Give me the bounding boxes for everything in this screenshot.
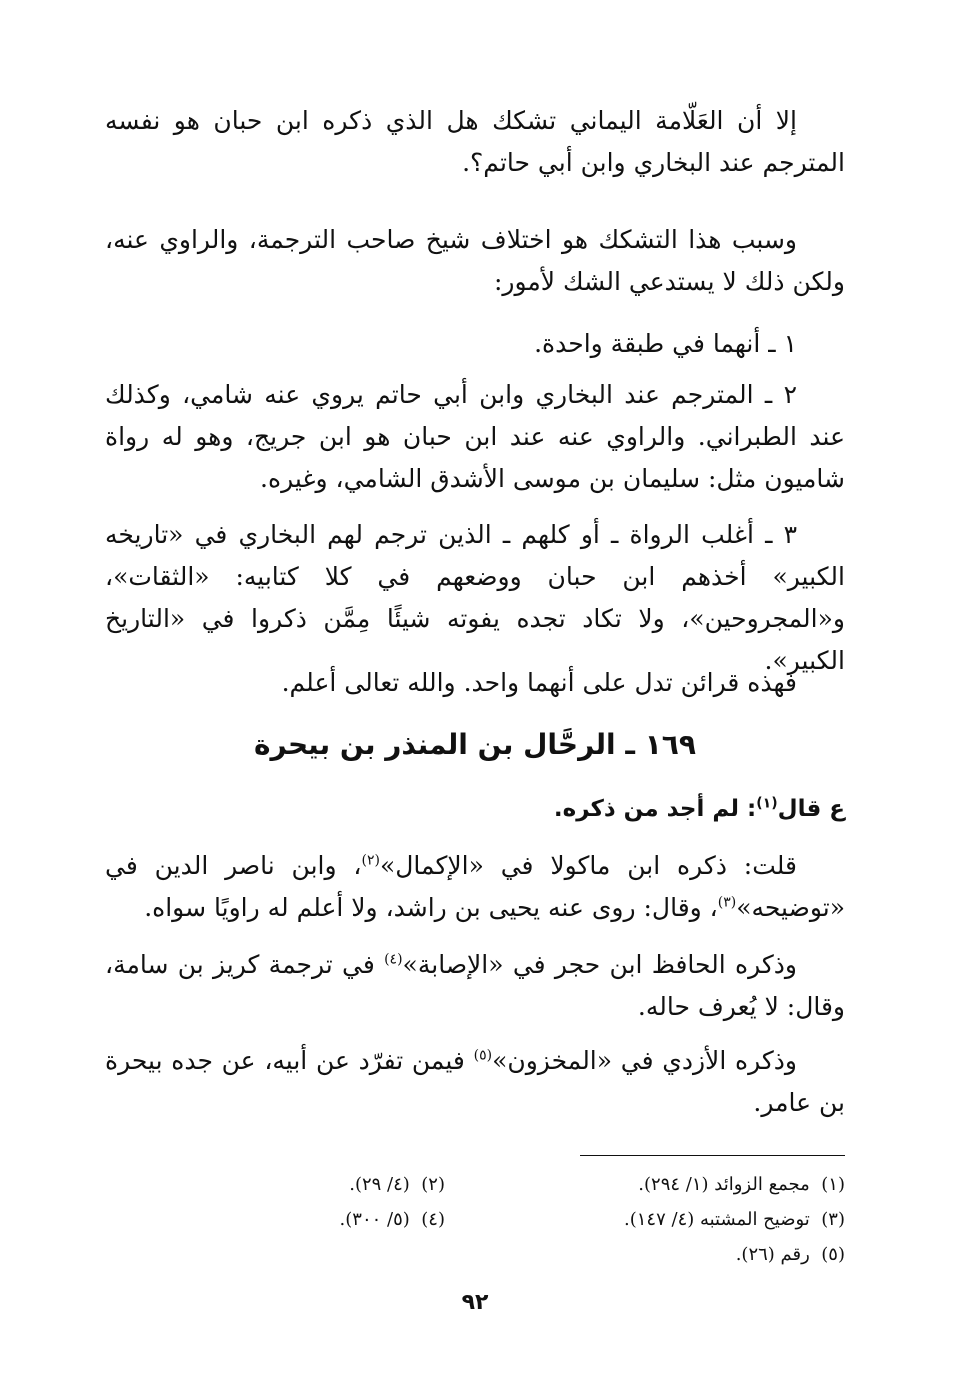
footnote-number: (١) (821, 1174, 845, 1195)
quote-text: : لم أجد من ذكره. (553, 796, 757, 822)
footnote-ref: (٢) (361, 852, 380, 869)
quote-prefix: ع قال (777, 796, 845, 822)
footnote-number: (٢) (421, 1174, 445, 1195)
text-run: وذكره الأزدي في «المخزون» (492, 1046, 797, 1075)
page (105, 0, 845, 1399)
paragraph-2: وسبب هذا التشكك هو اختلاف شيخ صاحب الترجمة، والراوي عنه، ولكن ذلك لا يستدعي الشك لأمور: (105, 225, 845, 296)
text-run: ، وابن ناصر الدين في «توضيحه» (105, 851, 845, 922)
footnote-5 (736, 1240, 845, 1270)
footnote-number: (٥) (821, 1244, 845, 1265)
text-run: في ترجمة كريز بن سامة، وقال: لا يُعرف حاله. (105, 950, 845, 1021)
paragraph-7 (105, 845, 845, 929)
page-number: ٩٢ (461, 1290, 489, 1315)
footnote-3 (624, 1205, 845, 1235)
footnote-ref: (٣) (717, 894, 737, 911)
paragraph-6: فهذه قرائن تدل على أنهما واحد. والله تعالى أعلم. (281, 668, 797, 697)
footnote-text: (٤/ ٢٩). (349, 1174, 410, 1195)
text-run: وذكره الحافظ ابن حجر في «الإصابة» (402, 950, 798, 979)
footnote-2 (349, 1170, 445, 1200)
footnote-text: توضيح المشتبه (٤/ ١٤٧). (624, 1209, 810, 1230)
footnote-number: (٣) (821, 1209, 845, 1230)
paragraph-5: ٣ ـ أغلب الرواة ـ أو كلهم ـ الذين ترجم لهم البخاري في «تاريخه الكبير» أخذهم ابن حبان ووضعهم في كلا كتابيه: «الثقات»، و«المجروحين»، ولا تكاد تجده يفوته شيئًا مِمَّن ذكروا في «التاريخ الكبير». (105, 520, 845, 675)
footnote-1 (638, 1170, 845, 1200)
quote-line (554, 796, 845, 822)
text-run: فيمن تفرّد عن أبيه، عن جده بيحرة بن عامر. (105, 1046, 845, 1117)
footnote-text: رقم (٢٦). (735, 1244, 810, 1265)
footnote-ref: (٤) (384, 951, 403, 968)
footnote-text: (٥/ ٣٠٠). (339, 1209, 410, 1230)
text-run: قلت: ذكره ابن ماكولا في «الإكمال» (379, 851, 797, 880)
footnote-ref: (١) (756, 795, 778, 812)
paragraph-1: إلا أن العَلّامة اليماني تشكك هل الذي ذكره ابن حبان هو نفسه المترجم عند البخاري وابن أبي حاتم؟. (105, 106, 845, 177)
footnote-4 (340, 1205, 445, 1235)
entry-heading: ١٦٩ ـ الرحَّال بن المنذر بن بيحرة (254, 728, 696, 761)
footnote-number: (٤) (421, 1209, 445, 1230)
paragraph-3: ١ ـ أنهما في طبقة واحدة. (534, 329, 797, 358)
text-run: ، وقال: روى عنه يحيى بن راشد، ولا أعلم له راويًا سواه. (144, 893, 718, 922)
paragraph-9 (105, 1040, 845, 1124)
footnote-text: مجمع الزوائد (١/ ٢٩٤). (638, 1174, 810, 1195)
paragraph-4: ٢ ـ المترجم عند البخاري وابن أبي حاتم يروي عنه شامي، وكذلك عند الطبراني. والراوي عنه عند ابن حبان هو ابن جريج، وهو له رواة شاميون مثل: سليمان بن موسى الأشدق الشامي، وغيره. (105, 380, 845, 493)
footnote-ref: (٥) (473, 1047, 493, 1064)
footnote-divider (580, 1155, 845, 1156)
paragraph-8 (105, 944, 845, 1028)
